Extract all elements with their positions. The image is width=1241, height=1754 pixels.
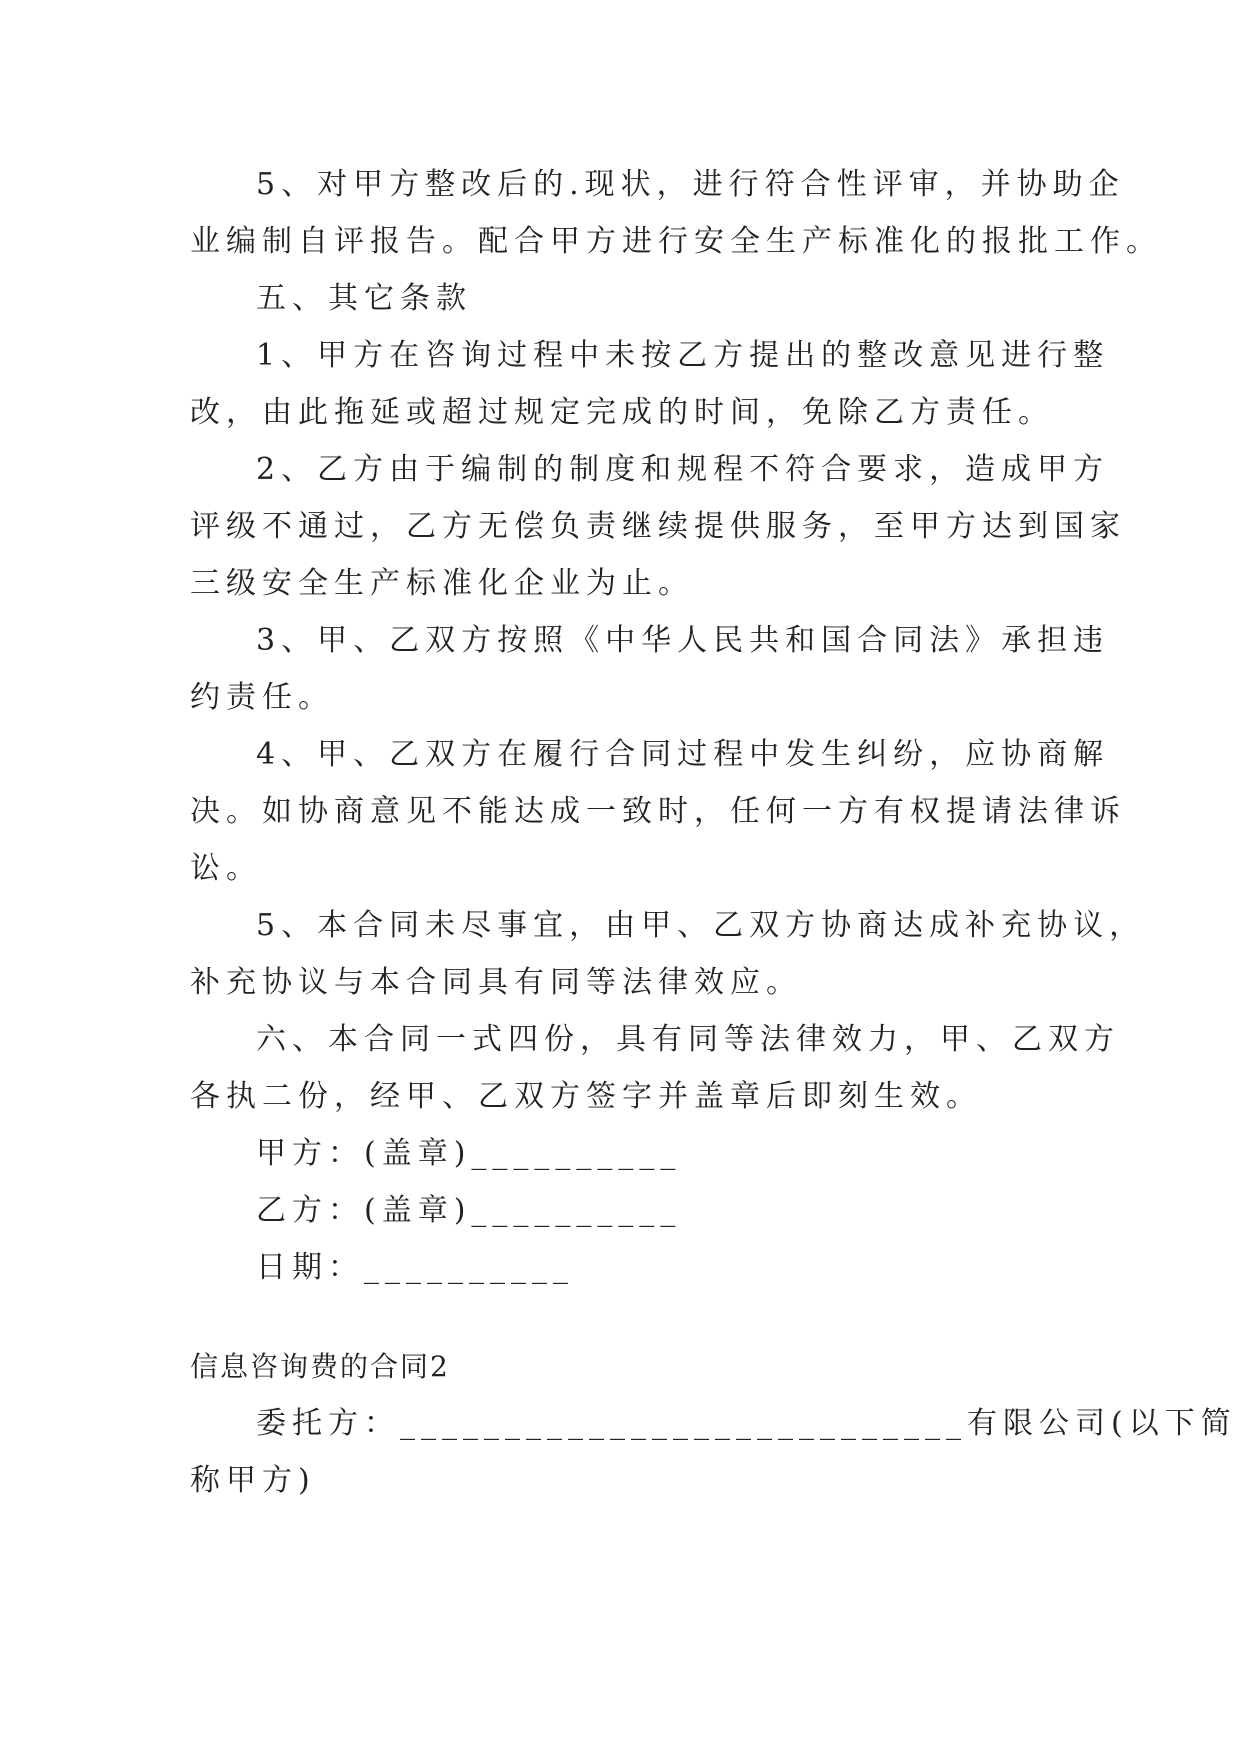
paragraph-line: 评级不通过，乙方无偿负责继续提供服务，至甲方达到国家 bbox=[190, 509, 1126, 544]
signature-line-party-a: 甲方：(盖章)__________ bbox=[256, 1136, 682, 1171]
section-title: 信息咨询费的合同2 bbox=[190, 1350, 450, 1383]
paragraph-line: 业编制自评报告。配合甲方进行安全生产标准化的报批工作。 bbox=[190, 224, 1162, 259]
paragraph-line: 各执二份，经甲、乙双方签字并盖章后即刻生效。 bbox=[190, 1079, 982, 1114]
paragraph-line: 4、甲、乙双方在履行合同过程中发生纠纷，应协商解 bbox=[256, 737, 1110, 772]
paragraph-line: 三级安全生产标准化企业为止。 bbox=[190, 566, 694, 601]
paragraph-line: 3、甲、乙双方按照《中华人民共和国合同法》承担违 bbox=[256, 623, 1110, 658]
paragraph-line: 称甲方) bbox=[190, 1463, 316, 1498]
paragraph-line: 约责任。 bbox=[190, 680, 334, 715]
paragraph-line: 改，由此拖延或超过规定完成的时间，免除乙方责任。 bbox=[190, 395, 1054, 430]
signature-line-party-b: 乙方：(盖章)__________ bbox=[256, 1193, 682, 1228]
paragraph-line: 讼。 bbox=[190, 851, 262, 886]
paragraph-line: 5、本合同未尽事宜，由甲、乙双方协商达成补充协议， bbox=[256, 908, 1146, 943]
paragraph-line: 补充协议与本合同具有同等法律效应。 bbox=[190, 965, 802, 1000]
paragraph-line: 1、甲方在咨询过程中未按乙方提出的整改意见进行整 bbox=[256, 338, 1110, 373]
date-line: 日期：__________ bbox=[256, 1250, 574, 1285]
paragraph-line: 2、乙方由于编制的制度和规程不符合要求，造成甲方 bbox=[256, 452, 1110, 487]
paragraph-line: 委托方：___________________________有限公司(以下简 bbox=[256, 1406, 1237, 1441]
paragraph-line: 六、本合同一式四份，具有同等法律效力，甲、乙双方 bbox=[256, 1022, 1120, 1057]
section-heading: 五、其它条款 bbox=[256, 281, 472, 316]
paragraph-line: 决。如协商意见不能达成一致时，任何一方有权提请法律诉 bbox=[190, 794, 1126, 829]
paragraph-line: 5、对甲方整改后的.现状，进行符合性评审，并协助企 bbox=[256, 167, 1125, 202]
